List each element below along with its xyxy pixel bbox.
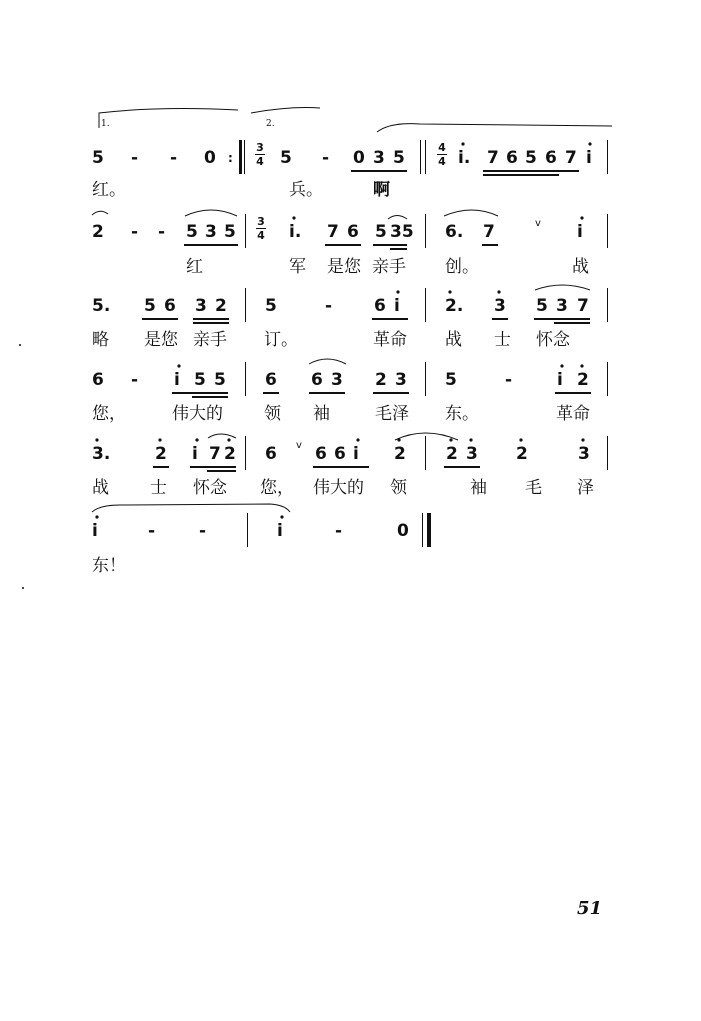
note: i	[394, 296, 400, 316]
dash: -	[322, 148, 330, 168]
slur	[388, 216, 407, 220]
page-speck	[22, 587, 24, 589]
slur	[377, 124, 612, 132]
note: 2	[224, 444, 236, 464]
repeat-dots: :	[228, 151, 233, 165]
note: 3.	[92, 444, 111, 464]
dash: -	[325, 296, 333, 316]
dash: -	[148, 521, 156, 541]
lyric: 亲手	[372, 257, 406, 277]
lyric: 是您	[327, 257, 361, 277]
high-octave-dot	[95, 515, 98, 518]
page-number: 51	[577, 898, 603, 919]
note: 6	[92, 370, 104, 390]
high-octave-dot	[588, 142, 591, 145]
lyric: 伟大的	[172, 404, 223, 424]
rest: 0	[204, 148, 216, 168]
rest: 0	[353, 148, 365, 168]
note: 6	[347, 222, 359, 242]
note: 5	[393, 148, 405, 168]
time-signature-3-4: 3 4	[256, 141, 264, 168]
dash: -	[505, 370, 513, 390]
lyric: 毛泽	[375, 404, 409, 424]
slur	[535, 285, 590, 290]
rest: 0	[397, 521, 409, 541]
lyric: 东。	[445, 404, 479, 424]
note: 7	[565, 148, 577, 168]
note: i	[353, 444, 359, 464]
lyric: 袖	[313, 404, 330, 424]
note: 3	[578, 444, 590, 464]
note: 5	[144, 296, 156, 316]
high-octave-dot	[292, 216, 295, 219]
note: 3	[205, 222, 217, 242]
lyric: 红。	[92, 180, 126, 200]
high-octave-dot	[95, 438, 98, 441]
lyric: 泽	[577, 478, 594, 498]
note: 3	[195, 296, 207, 316]
slur	[92, 504, 290, 512]
note: 7	[209, 444, 221, 464]
note: 6	[334, 444, 346, 464]
volta-first-bracket	[99, 109, 238, 128]
note: i	[277, 521, 283, 541]
dash: -	[199, 521, 207, 541]
lyric: 领	[390, 478, 407, 498]
note: 5	[214, 370, 226, 390]
note: 6	[374, 296, 386, 316]
breath-mark: ⅴ	[296, 440, 302, 451]
dash: -	[131, 222, 139, 242]
note: 5.	[92, 296, 111, 316]
note: 7	[327, 222, 339, 242]
lyric: 军	[289, 257, 306, 277]
note: 3	[556, 296, 568, 316]
note: i.	[289, 222, 302, 242]
slur	[309, 359, 346, 364]
note: 6	[506, 148, 518, 168]
high-octave-dot	[396, 290, 399, 293]
note: 2	[155, 444, 167, 464]
high-octave-dot	[448, 290, 451, 293]
high-octave-dot	[560, 364, 563, 367]
high-octave-dot	[195, 438, 198, 441]
lyric: 革命	[373, 330, 407, 350]
slur	[92, 211, 108, 215]
volta-second-ending-label: 2.	[266, 119, 275, 129]
note: 3	[466, 444, 478, 464]
note: 6	[164, 296, 176, 316]
note: 2	[446, 444, 458, 464]
note: 7	[577, 296, 589, 316]
dash: -	[158, 222, 166, 242]
note: i	[557, 370, 563, 390]
note: 5	[536, 296, 548, 316]
note: 6.	[445, 222, 464, 242]
note: 3	[373, 148, 385, 168]
note: 6	[265, 370, 277, 390]
note: i	[174, 370, 180, 390]
note: i	[577, 222, 583, 242]
slur	[185, 210, 237, 216]
note: 2	[92, 222, 104, 242]
note: 2	[215, 296, 227, 316]
high-octave-dot	[461, 142, 464, 145]
note: 35	[390, 222, 414, 242]
lyric: 伟大的	[313, 478, 364, 498]
note: 6	[315, 444, 327, 464]
dash: -	[131, 148, 139, 168]
slur	[208, 434, 236, 438]
lyric: 怀念	[193, 478, 227, 498]
note: 5	[525, 148, 537, 168]
high-octave-dot	[280, 515, 283, 518]
high-octave-dot	[581, 438, 584, 441]
note: 6	[311, 370, 323, 390]
note: 5	[224, 222, 236, 242]
lyric: 东！	[92, 556, 126, 576]
lyric: 啊	[373, 180, 390, 200]
note: 2	[375, 370, 387, 390]
note: 5	[280, 148, 292, 168]
high-octave-dot	[580, 364, 583, 367]
high-octave-dot	[449, 438, 452, 441]
lyric: 是您	[144, 330, 178, 350]
lyric: 订。	[264, 330, 298, 350]
lyric: 亲手	[193, 330, 227, 350]
note: 2.	[445, 296, 464, 316]
high-octave-dot	[580, 216, 583, 219]
note: 3	[395, 370, 407, 390]
note: 5	[265, 296, 277, 316]
high-octave-dot	[158, 438, 161, 441]
lyric: 袖	[470, 478, 487, 498]
volta-second-bracket	[251, 108, 320, 113]
note: 6	[545, 148, 557, 168]
high-octave-dot	[227, 438, 230, 441]
high-octave-dot	[519, 438, 522, 441]
note: i	[92, 521, 98, 541]
high-octave-dot	[356, 438, 359, 441]
note: 7	[483, 222, 495, 242]
lyric: 略	[92, 330, 109, 350]
lyric: 士	[150, 478, 167, 498]
breath-mark: ⅴ	[535, 218, 541, 229]
lyric: 革命	[556, 404, 590, 424]
note: 3	[494, 296, 506, 316]
lyric: 士	[494, 330, 511, 350]
high-octave-dot	[177, 364, 180, 367]
high-octave-dot	[469, 438, 472, 441]
lyric: 毛	[525, 478, 542, 498]
slur	[444, 210, 498, 216]
page-speck	[19, 344, 21, 346]
note: 2	[394, 444, 406, 464]
note: 5	[445, 370, 457, 390]
note: i	[192, 444, 198, 464]
lyric: 战	[572, 257, 589, 277]
dash: -	[335, 521, 343, 541]
time-signature-3-4: 3 4	[257, 215, 265, 242]
lyric: 领	[264, 404, 281, 424]
high-octave-dot	[497, 290, 500, 293]
dash: -	[131, 370, 139, 390]
note: 2	[516, 444, 528, 464]
slur	[395, 433, 458, 440]
note: i.	[458, 148, 471, 168]
note: 2	[577, 370, 589, 390]
note: 6	[265, 444, 277, 464]
volta-first-ending-label: 1.	[101, 119, 110, 129]
high-octave-dot	[397, 438, 400, 441]
time-signature-4-4: 4 4	[438, 141, 446, 168]
dash: -	[170, 148, 178, 168]
note: 5	[92, 148, 104, 168]
lyric: 怀念	[536, 330, 570, 350]
note: 3	[331, 370, 343, 390]
note: i	[586, 148, 592, 168]
lyric: 红	[186, 257, 203, 277]
lyric: 战	[445, 330, 462, 350]
note: 7	[487, 148, 499, 168]
lyric: 兵。	[289, 180, 323, 200]
note: 5	[194, 370, 206, 390]
lyric: 战	[92, 478, 109, 498]
lyric: 创。	[445, 257, 479, 277]
note: 5	[375, 222, 387, 242]
lyric: 您，	[92, 404, 126, 424]
lyric: 您，	[260, 478, 294, 498]
note: 5	[186, 222, 198, 242]
